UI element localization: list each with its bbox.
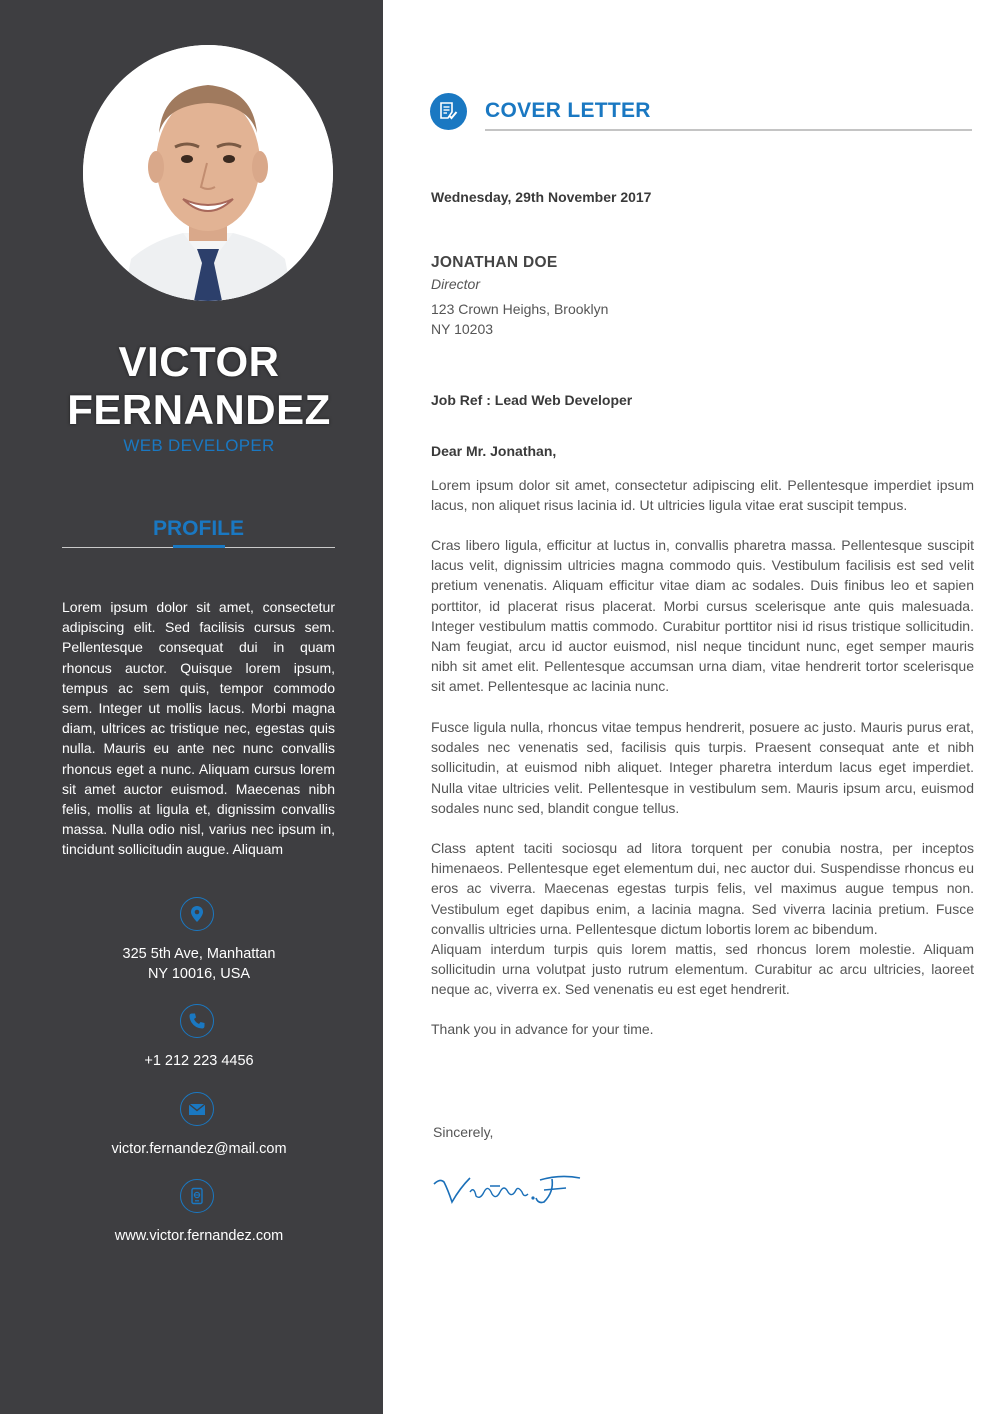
letter-paragraph-4: Class aptent taciti sociosqu ad litora torquent per conubia nostra, per inceptos himenaeos. Pellentesque eget elementum dui, nec auctor dui. Suspendisse rhoncus eu eros ac viverra. Maecenas egestas turpis felis, vel maximus augue tempus non. Vestibulum eget dapibus enim, a lacinia magna. Sed viverra lacinia pretium. Fusce convallis ultricies urna. Pellentesque dictum lobortis lorem ac bibendum.	[431, 840, 974, 937]
profile-text: Lorem ipsum dolor sit amet, consectetur adipiscing elit. Sed facilisis cursus sem. Pellentesque consequat dui in quam rhoncus auctor. Quisque lorem ipsum, tempus ac sem quis, tempor commodo sem. Integer ut mollis lacus. Morbi magna diam, ultrices ac tristique nec, egestas quis nulla. Mauris eu ante nec nunc convallis rhoncus eget a nunc. Aliquam cursus lorem sit amet auctor euismod. Maecenas nibh felis, mollis at ligula et, dignissim convallis massa. Nulla odio nisl, varius nec ipsum in, tincidunt sollicitudin augue. Aliquam	[62, 599, 335, 858]
closing: Sincerely,	[433, 1124, 494, 1140]
letter-paragraph-5: Aliquam interdum turpis quis lorem mattis, sed rhoncus lorem molestie. Aliquam sollicitudin urna volutpat justo rutrum elementum. Curabitur ac arcu ultricies, laoreet neque ac, viverra ex. Sed venenatis eu est eget hendrerit.	[431, 941, 974, 998]
letter-paragraph-1: Lorem ipsum dolor sit amet, consectetur adipiscing elit. Pellentesque imperdiet ipsum lacus, non aliquet risus lacinia id. Ut ultricies ligula vitae erat suscipit tempus.	[431, 477, 974, 514]
page-title: COVER LETTER	[485, 99, 651, 122]
signature	[430, 1170, 582, 1215]
phone-number[interactable]: +1 212 223 4456	[144, 1053, 254, 1069]
recipient-address-line-2: NY 10203	[431, 321, 494, 337]
job-role: WEB DEVELOPER	[123, 436, 275, 455]
letter-paragraph-2: Cras libero ligula, efficitur at luctus in, convallis pharetra massa. Pellentesque suscipit lacus velit, dignissim ultricies magna commodo quis. Vestibulum facilisis est sed velit pretium venenatis. Aliquam efficitur vitae diam ac sodales. Duis finibus leo et sapien porttitor, id placerat risus placerat. Morbi cursus scelerisque ante quis malesuada. Integer vestibulum mattis commodo. Curabitur porttitor nisi id risus tristique sollicitudin. Nam feugiat, arcu id auctor euismod, nisl neque tincidunt nunc, eget semper mauris nibh sit amet elit. Pellentesque accumsan urna diam, vitae hendrerit tortor scelerisque sit amet. Pellentesque ac lacinia nunc.	[431, 537, 974, 695]
sidebar	[0, 0, 383, 1414]
job-reference: Job Ref : Lead Web Developer	[431, 392, 633, 408]
location-pin-icon	[180, 897, 214, 931]
profile-photo	[83, 45, 333, 301]
address-line-2: NY 10016, USA	[147, 966, 251, 982]
envelope-icon	[180, 1092, 214, 1126]
salutation: Dear Mr. Jonathan,	[431, 443, 557, 459]
web-icon	[180, 1179, 214, 1213]
recipient-title: Director	[431, 276, 481, 292]
last-name: FERNANDEZ	[67, 386, 331, 433]
profile-divider-accent	[173, 545, 225, 548]
first-name: VICTOR	[118, 338, 280, 385]
letter-paragraph-6: Thank you in advance for your time.	[431, 1021, 654, 1037]
profile-heading: PROFILE	[152, 517, 244, 540]
recipient-address-line-1: 123 Crown Heighs, Brooklyn	[431, 301, 609, 317]
letter-paragraph-3: Fusce ligula nulla, rhoncus vitae tempus hendrerit, posuere ac justo. Mauris purus erat, sodales nec venenatis sed, facilisis quis turpis. Praesent consequat ante et nibh sollicitudin, at euismod nibh aliquet. Integer pharetra interdum lacus eget imperdiet. Nulla vitae ultricies velit. Pellentesque in vestibulum sem. Mauris ipsum arcu, euismod sodales nunc sed, blandit congue tellus.	[431, 719, 974, 816]
phone-icon	[180, 1004, 214, 1038]
document-check-icon	[430, 93, 467, 130]
website-url[interactable]: www.victor.fernandez.com	[114, 1228, 284, 1244]
letter-date: Wednesday, 29th November 2017	[431, 189, 652, 205]
recipient-name: JONATHAN DOE	[431, 254, 558, 271]
title-divider	[485, 129, 972, 131]
email-address[interactable]: victor.fernandez@mail.com	[111, 1141, 287, 1157]
address-line-1: 325 5th Ave, Manhattan	[122, 946, 276, 962]
